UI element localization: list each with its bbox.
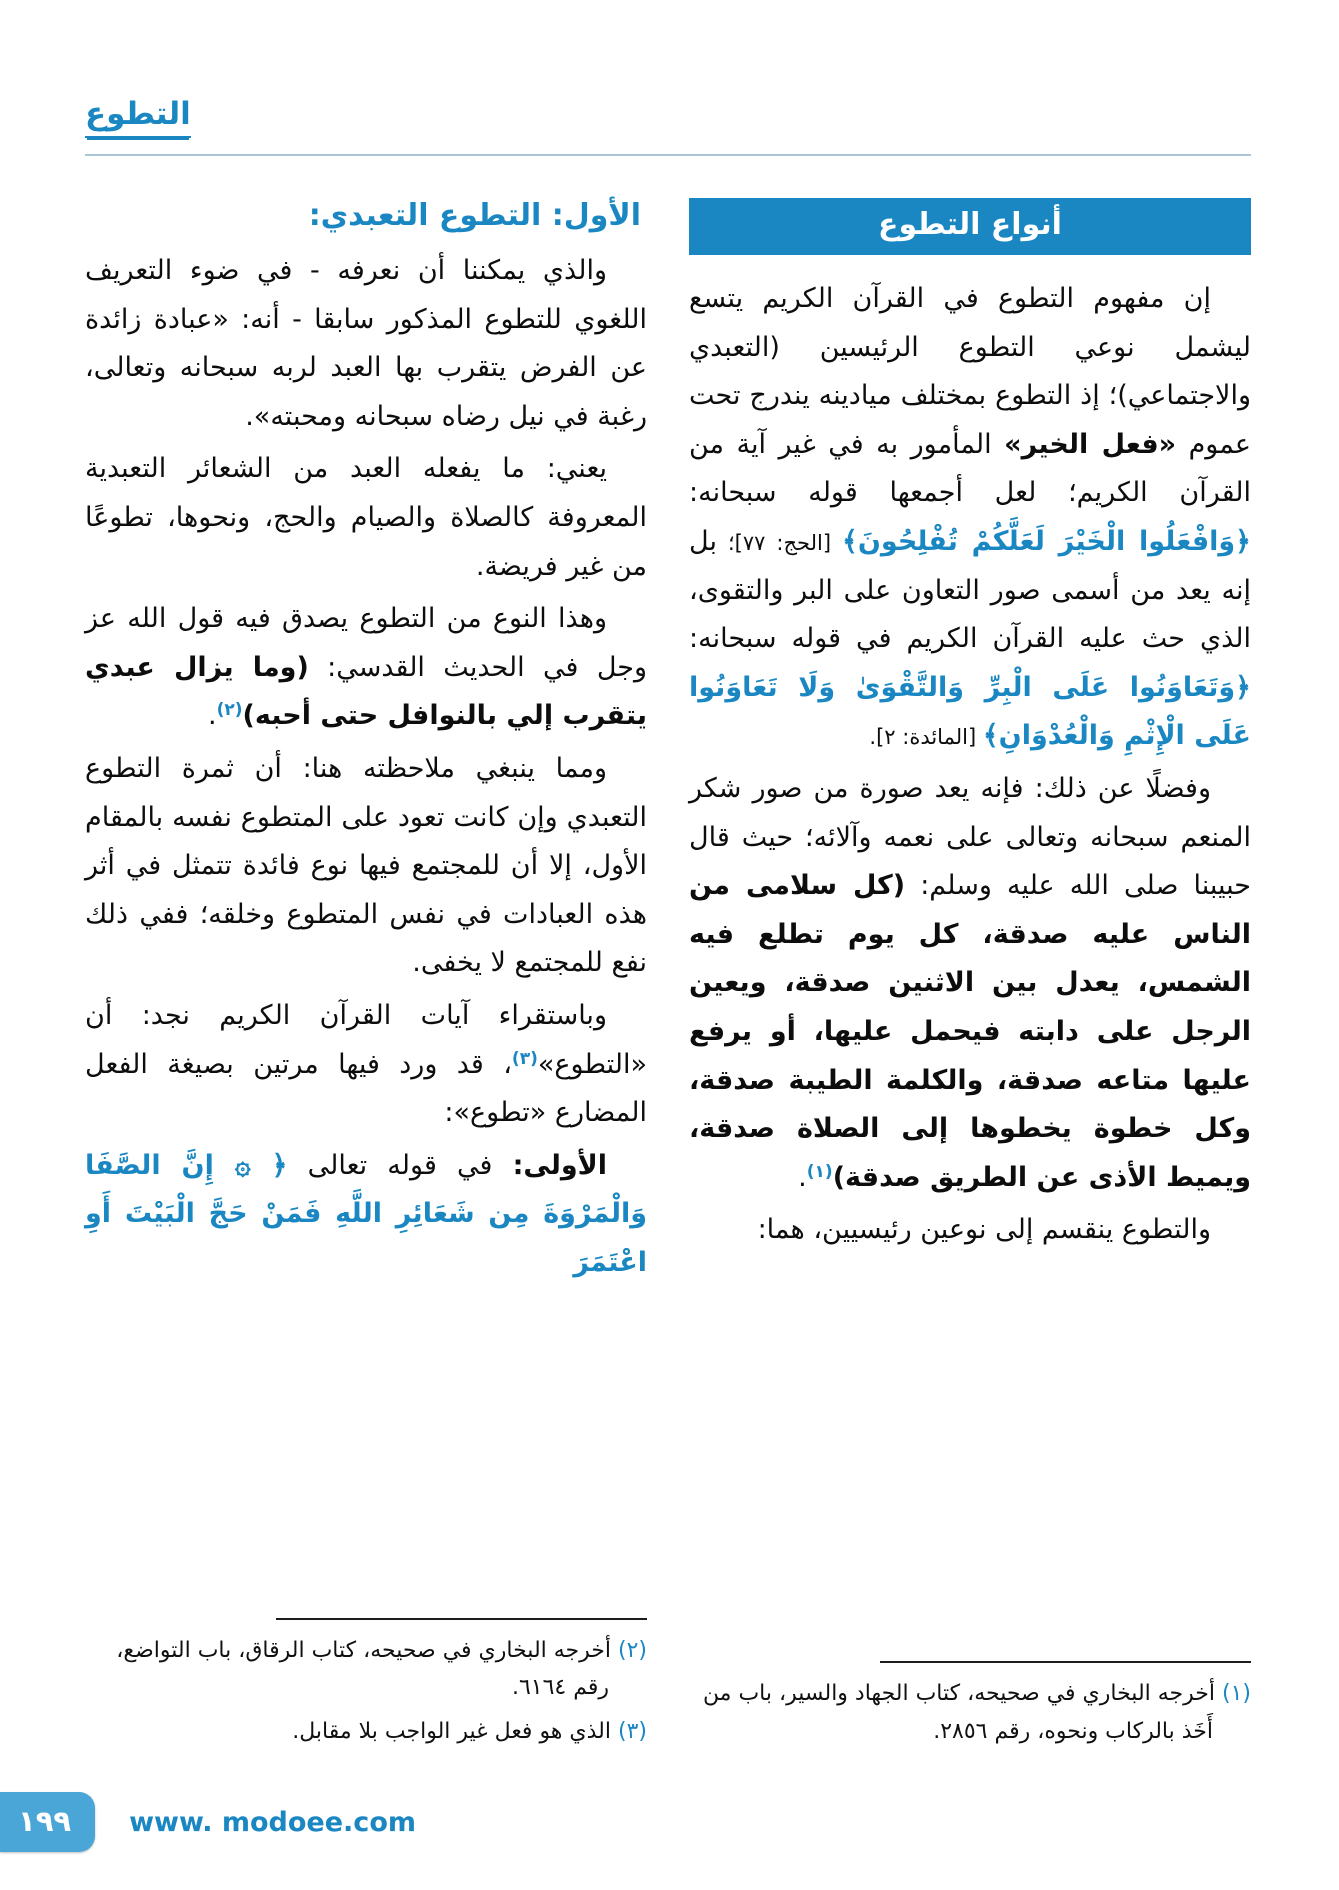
footnote: (٢) أخرجه البخاري في صحيحه، كتاب الرقاق، باب التواضع، رقم ٦١٦٤. xyxy=(116,1637,647,1701)
footnote-separator xyxy=(276,1618,647,1620)
footnote: (١) أخرجه البخاري في صحيحه، كتاب الجهاد والسير، باب من أَخَذ بالركاب ونحوه، رقم ٢٨٥٦. xyxy=(702,1681,1251,1744)
footnote: (٣) الذي هو فعل غير الواجب بلا مقابل. xyxy=(292,1718,647,1744)
footnote-list-left xyxy=(85,1632,647,1750)
paragraph: وباستقراء آيات القرآن الكريم نجد: أن «التطوع»$^{(٣)}$، قد ورد فيها مرتين بصيغة الفعل المضارع «تطوع»: xyxy=(85,999,647,1129)
section-title-box: أنواع التطوع xyxy=(689,198,1251,255)
paragraph: والتطوع ينقسم إلى نوعين رئيسيين، هما: xyxy=(757,1214,1211,1246)
paragraph: ومما ينبغي ملاحظته هنا: أن ثمرة التطوع التعبدي وإن كانت تعود على المتطوع نفسه بالمقام الأول، إلا أن للمجتمع فيها نوع فائدة تتمثل في أثر هذه العبادات في نفس المتطوع وخلقه؛ ففي ذلك نفع للمجتمع لا يخفى. xyxy=(85,752,647,979)
two-column-body xyxy=(85,198,1251,1770)
paragraph: والذي يمكننا أن نعرفه - في ضوء التعريف اللغوي للتطوع المذكور سابقا - أنه: «عبادة زائدة عن الفرض يتقرب بها العبد لربه سبحانه وتعالى، رغبة في نيل رضاه سبحانه ومحبته». xyxy=(85,255,647,432)
running-head xyxy=(85,96,1251,156)
body-text-right xyxy=(689,275,1251,1259)
website-url: www. modoee.com xyxy=(129,1806,416,1838)
page-number-tab: ١٩٩ xyxy=(0,1792,95,1852)
paragraph: يعني: ما يفعله العبد من الشعائر التعبدية المعروفة كالصلاة والصيام والحج، ونحوها، تطوعًا من غير فريضة. xyxy=(85,453,647,582)
running-head-title: التطوع xyxy=(85,96,191,138)
body-text-left xyxy=(85,247,647,1291)
footnotes-left xyxy=(85,1618,647,1770)
paragraph: وفضلًا عن ذلك: فإنه يعد صورة من صور شكر المنعم سبحانه وتعالى على نعمه وآلائه؛ حيث قال حبيبنا صلى الله عليه وسلم: (كل سلامى من الناس عليه صدقة، كل يوم تطلع فيه الشمس، يعدل بين الاثنين صدقة، ويعين الرجل على دابته فيحمل عليها، أو يرفع عليها متاعه صدقة، والكلمة الطيبة صدقة، وكل خطوة يخطوها إلى الصلاة صدقة، ويميط الأذى عن الطريق صدقة)$^{(١)}$. xyxy=(689,772,1251,1193)
column-left xyxy=(85,198,647,1770)
paragraph: الأولى: في قوله تعالى ﴿ ۞ إِنَّ الصَّفَا وَالْمَرْوَةَ مِن شَعَائِرِ اللَّهِ فَمَنْ حَجَّ الْبَيْتَ أَوِ اعْتَمَرَ xyxy=(85,1149,647,1278)
footnote-list-right xyxy=(689,1675,1251,1750)
column-right xyxy=(689,198,1251,1770)
footnote-separator xyxy=(880,1661,1251,1663)
paragraph: إن مفهوم التطوع في القرآن الكريم يتسع ليشمل نوعي التطوع الرئيسين (التعبدي والاجتماعي)؛ إذ التطوع بمختلف ميادينه يندرج تحت عموم «فعل الخير» المأمور به في غير آية من القرآن الكريم؛ لعل أجمعها قوله سبحانه: ﴿وَافْعَلُوا الْخَيْرَ لَعَلَّكُمْ تُفْلِحُونَ﴾ [الحج: ٧٧]؛ بل إنه يعد من أسمى صور التعاون على البر والتقوى، الذي حث عليه القرآن الكريم في قوله سبحانه: ﴿وَتَعَاوَنُوا عَلَى الْبِرِّ وَالتَّقْوَىٰ وَلَا تَعَاوَنُوا عَلَى الْإِثْمِ وَالْعُدْوَانِ﴾ [المائدة: ٢]. xyxy=(689,283,1251,752)
paragraph: وهذا النوع من التطوع يصدق فيه قول الله عز وجل في الحديث القدسي: (وما يزال عبدي يتقرب إلي بالنوافل حتى أحبه)$^{(٢)}$. xyxy=(85,603,647,732)
footnotes-right xyxy=(689,1661,1251,1770)
sub-heading: الأول: التطوع التعبدي: xyxy=(308,198,641,233)
page-footer xyxy=(0,1792,416,1852)
